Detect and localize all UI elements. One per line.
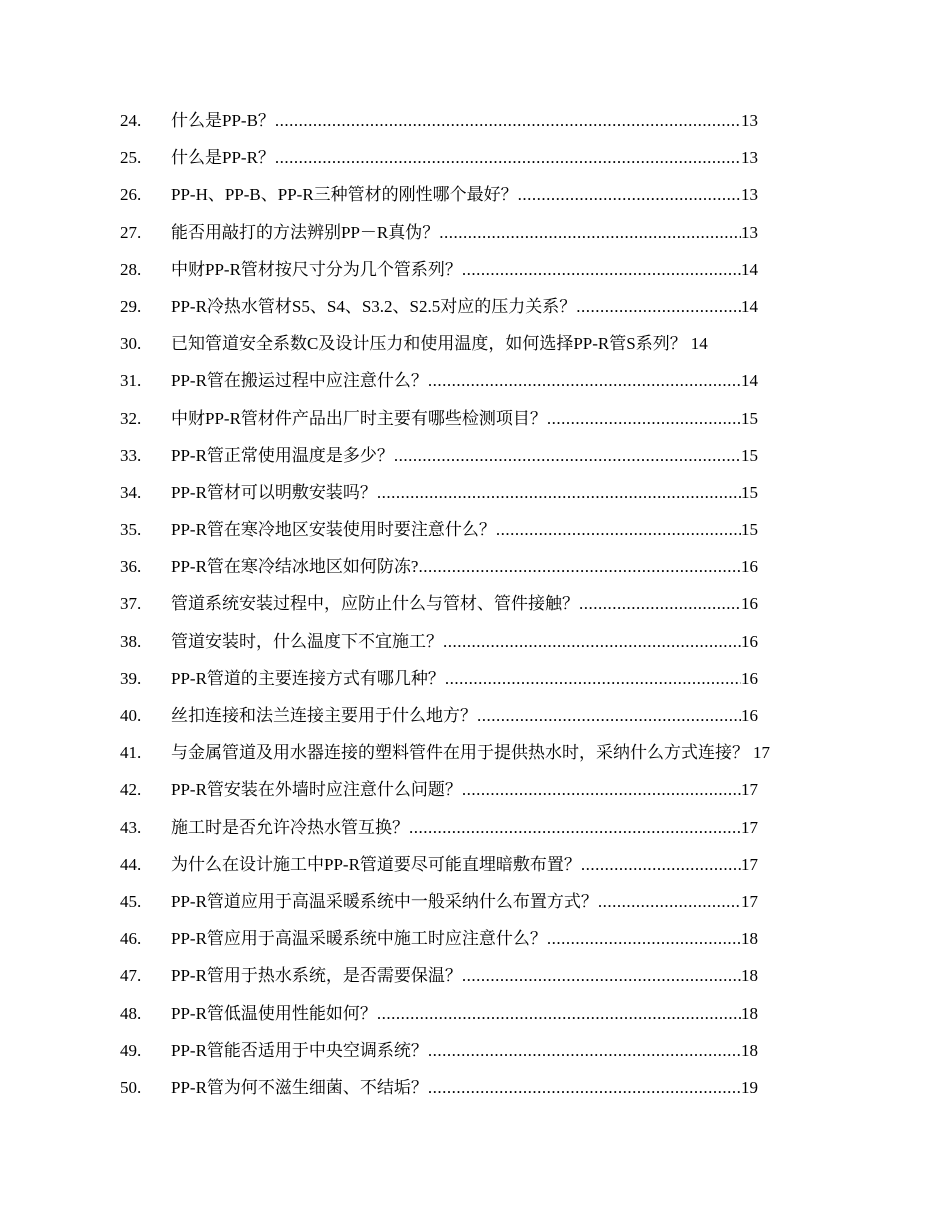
toc-entry[interactable] <box>0 1032 950 1069</box>
toc-entry-body <box>171 957 758 994</box>
toc-entry-body <box>171 437 758 474</box>
toc-entry-body <box>171 511 758 548</box>
toc-entry-page-number: 14 <box>741 296 758 316</box>
toc-entry[interactable] <box>0 325 950 362</box>
toc-entry[interactable] <box>0 288 950 325</box>
toc-dot-leader <box>275 102 741 139</box>
toc-dot-leader <box>462 251 741 288</box>
toc-entry-title: 管道安装时，什么温度下不宜施工？ <box>171 631 443 651</box>
toc-entry[interactable] <box>0 1069 950 1106</box>
toc-entry-title: PP-R管为何不滋生细菌、不结垢？ <box>171 1077 428 1097</box>
toc-entry-title: PP-R管能否适用于中央空调系统？ <box>171 1040 428 1060</box>
toc-entry-body <box>171 176 758 213</box>
toc-entry-title: 管道系统安装过程中，应防止什么与管材、管件接触？ <box>171 594 579 614</box>
toc-entry-page-number: 15 <box>741 520 758 540</box>
toc-entry-number: 33. <box>120 445 142 465</box>
toc-entry[interactable] <box>0 214 950 251</box>
toc-entry-title: PP-H、PP-B、PP-R三种管材的刚性哪个最好？ <box>171 185 518 205</box>
toc-entry-title: 中财PP-R管材按尺寸分为几个管系列？ <box>171 259 462 279</box>
toc-entry[interactable] <box>0 362 950 399</box>
toc-entry-number: 25. <box>120 148 142 168</box>
toc-dot-leader <box>598 883 741 920</box>
toc-entry-number: 28. <box>120 259 142 279</box>
toc-entry-page-number: 16 <box>741 668 758 688</box>
toc-entry[interactable] <box>0 511 950 548</box>
toc-entry-number: 39. <box>120 668 142 688</box>
toc-entry-title: PP-R管材可以明敷安装吗？ <box>171 482 377 502</box>
toc-entry-page-number: 14 <box>741 259 758 279</box>
toc-entry-page-number: 17 <box>741 817 758 837</box>
toc-entry[interactable] <box>0 957 950 994</box>
toc-entry-title: 丝扣连接和法兰连接主要用于什么地方？ <box>171 706 477 725</box>
toc-entry[interactable] <box>0 809 950 846</box>
toc-dot-leader <box>462 957 741 994</box>
toc-entry-title: 中财PP-R管材件产品出厂时主要有哪些检测项目？ <box>171 408 547 428</box>
toc-entry-page-number: 15 <box>741 445 758 465</box>
table-of-contents <box>0 102 950 1106</box>
toc-entry-page-number: 16 <box>741 706 758 725</box>
toc-entry-body <box>171 251 758 288</box>
toc-entry-number: 40. <box>120 706 142 725</box>
toc-entry-number: 50. <box>120 1077 142 1097</box>
toc-entry-body <box>171 771 758 808</box>
toc-entry[interactable] <box>0 251 950 288</box>
toc-dot-leader <box>477 697 741 734</box>
toc-entry-body <box>171 697 758 734</box>
toc-entry[interactable] <box>0 734 950 771</box>
toc-entry-body <box>171 1069 758 1106</box>
toc-entry-body <box>171 734 770 771</box>
toc-entry-number: 45. <box>120 891 142 911</box>
toc-entry-page-number: 16 <box>741 594 758 614</box>
toc-dot-leader <box>394 437 741 474</box>
toc-entry[interactable] <box>0 920 950 957</box>
toc-dot-leader <box>443 623 741 660</box>
toc-entry-title: 能否用敲打的方法辨别PP－R真伪？ <box>171 222 440 242</box>
toc-entry-body <box>171 548 758 585</box>
toc-entry-title: PP-R管在搬运过程中应注意什么？ <box>171 371 428 391</box>
toc-entry-title: PP-R管正常使用温度是多少？ <box>171 445 394 465</box>
toc-dot-leader <box>409 809 741 846</box>
toc-entry-body <box>171 362 758 399</box>
toc-entry-body <box>171 846 758 883</box>
toc-entry[interactable] <box>0 102 950 139</box>
toc-entry-page-number: 17 <box>741 780 758 800</box>
toc-entry-title: PP-R管用于热水系统，是否需要保温？ <box>171 966 462 986</box>
toc-dot-leader <box>581 846 741 883</box>
toc-entry-title: PP-R管低温使用性能如何？ <box>171 1003 377 1023</box>
toc-entry-number: 24. <box>120 111 142 130</box>
toc-entry-title: PP-R管道的主要连接方式有哪几种？ <box>171 668 445 688</box>
toc-dot-leader <box>428 362 741 399</box>
toc-entry-page-number: 13 <box>741 185 758 205</box>
toc-entry-page-number: 18 <box>741 966 758 986</box>
toc-entry-title: PP-R管道应用于高温采暖系统中一般采纳什么布置方式？ <box>171 891 598 911</box>
toc-entry-number: 49. <box>120 1040 142 1060</box>
toc-dot-leader <box>576 288 741 325</box>
toc-entry[interactable] <box>0 548 950 585</box>
toc-dot-leader <box>275 139 741 176</box>
toc-entry-page-number: 13 <box>741 111 758 130</box>
toc-dot-leader <box>418 548 741 585</box>
toc-entry[interactable] <box>0 660 950 697</box>
toc-entry-body <box>171 102 758 139</box>
toc-entry-title: PP-R管安装在外墙时应注意什么问题？ <box>171 780 462 800</box>
toc-entry-body <box>171 660 758 697</box>
toc-entry-number: 48. <box>120 1003 142 1023</box>
toc-entry-body <box>171 1032 758 1069</box>
toc-entry-title: PP-R管在寒冷地区安装使用时要注意什么？ <box>171 520 496 540</box>
toc-entry-number: 42. <box>120 780 142 800</box>
toc-entry-body <box>171 920 758 957</box>
toc-entry-number: 36. <box>120 557 142 577</box>
toc-entry-title: 为什么在设计施工中PP-R管道要尽可能直埋暗敷布置？ <box>171 854 581 874</box>
toc-entry-number: 34. <box>120 482 142 502</box>
toc-entry-body <box>171 214 758 251</box>
toc-entry-number: 43. <box>120 817 142 837</box>
toc-entry-body <box>171 288 758 325</box>
toc-dot-leader <box>462 771 741 808</box>
toc-entry-number: 32. <box>120 408 142 428</box>
toc-entry-page-number: 17 <box>753 743 770 763</box>
toc-entry-page-number: 17 <box>741 891 758 911</box>
toc-dot-leader <box>428 1069 741 1106</box>
toc-entry-page-number: 16 <box>741 631 758 651</box>
toc-entry[interactable] <box>0 437 950 474</box>
toc-entry-number: 29. <box>120 296 142 316</box>
toc-entry-page-number: 13 <box>741 148 758 168</box>
toc-entry[interactable] <box>0 697 950 734</box>
toc-dot-leader <box>428 1032 741 1069</box>
toc-entry-number: 30. <box>120 334 142 354</box>
toc-entry-title: 已知管道安全系数C及设计压力和使用温度，如何选择PP-R管S系列？ <box>171 334 687 354</box>
toc-entry-page-number: 18 <box>741 1003 758 1023</box>
toc-entry-title: 施工时是否允许冷热水管互换？ <box>171 817 409 837</box>
toc-dot-leader <box>547 400 741 437</box>
toc-entry-number: 35. <box>120 520 142 540</box>
toc-entry-number: 31. <box>120 371 142 391</box>
toc-dot-leader <box>496 511 741 548</box>
toc-entry-number: 38. <box>120 631 142 651</box>
toc-entry[interactable] <box>0 176 950 213</box>
toc-entry-body <box>171 585 758 622</box>
toc-entry-number: 46. <box>120 929 142 949</box>
toc-entry-page-number: 18 <box>741 929 758 949</box>
toc-entry-page-number: 14 <box>741 371 758 391</box>
toc-entry-title: 与金属管道及用水器连接的塑料管件在用于提供热水时，采纳什么方式连接？ <box>171 743 749 763</box>
toc-entry-number: 41. <box>120 743 142 763</box>
toc-entry-body <box>171 995 758 1032</box>
toc-dot-leader <box>377 995 741 1032</box>
toc-entry-page-number: 15 <box>741 482 758 502</box>
toc-entry-number: 44. <box>120 854 142 874</box>
toc-entry-title: PP-R管应用于高温采暖系统中施工时应注意什么？ <box>171 929 547 949</box>
toc-entry-body <box>171 325 708 362</box>
toc-entry-title: 什么是PP-R？ <box>171 148 275 168</box>
toc-dot-leader <box>518 176 741 213</box>
toc-dot-leader <box>445 660 741 697</box>
toc-entry-page-number: 14 <box>690 334 708 354</box>
toc-entry[interactable] <box>0 771 950 808</box>
toc-entry-page-number: 15 <box>741 408 758 428</box>
toc-dot-leader <box>547 920 741 957</box>
toc-entry-number: 37. <box>120 594 142 614</box>
toc-entry-title: 什么是PP-B？ <box>171 111 275 130</box>
toc-entry-title: PP-R冷热水管材S5、S4、S3.2、S2.5对应的压力关系？ <box>171 296 577 316</box>
toc-entry-body <box>171 474 758 511</box>
toc-entry-page-number: 17 <box>741 854 758 874</box>
toc-entry[interactable] <box>0 883 950 920</box>
toc-entry-body <box>171 809 758 846</box>
toc-entry[interactable] <box>0 474 950 511</box>
toc-entry-page-number: 16 <box>741 557 758 577</box>
toc-dot-leader <box>377 474 741 511</box>
toc-entry-title: PP-R管在寒冷结冰地区如何防冻? <box>171 557 419 577</box>
toc-entry-number: 27. <box>120 222 142 242</box>
toc-entry-body <box>171 139 758 176</box>
toc-entry-number: 47. <box>120 966 142 986</box>
toc-entry[interactable] <box>0 585 950 622</box>
toc-entry-page-number: 13 <box>741 222 758 242</box>
toc-entry[interactable] <box>0 995 950 1032</box>
toc-entry-number: 26. <box>120 185 142 205</box>
toc-entry[interactable] <box>0 623 950 660</box>
toc-entry[interactable] <box>0 846 950 883</box>
toc-dot-leader <box>579 585 741 622</box>
toc-entry-page-number: 19 <box>741 1077 758 1097</box>
toc-entry-body <box>171 400 758 437</box>
toc-entry-body <box>171 883 758 920</box>
toc-entry-page-number: 18 <box>741 1040 758 1060</box>
toc-entry[interactable] <box>0 139 950 176</box>
toc-entry-body <box>171 623 758 660</box>
toc-dot-leader <box>439 214 741 251</box>
toc-entry[interactable] <box>0 400 950 437</box>
